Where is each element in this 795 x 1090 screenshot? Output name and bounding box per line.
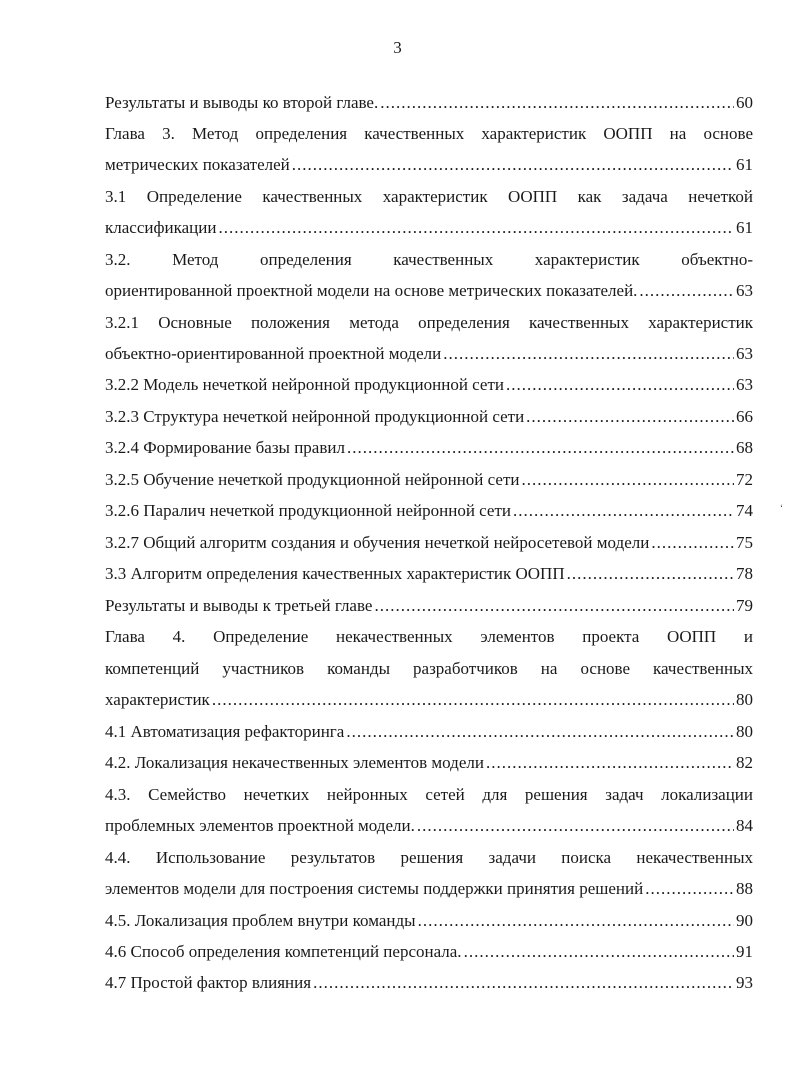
toc-entry (105, 750, 753, 776)
toc-entry-line1: 4.4. Использование результатов решения задачи поиска некачественных (105, 848, 753, 867)
dot-leader (567, 561, 734, 587)
dot-leader (380, 90, 734, 116)
toc-entry-line2: компетенций участников команды разработчиков на основе качественных (105, 659, 753, 678)
toc-entry-line1: Глава 3. Метод определения качественных характеристик ООПП на основе (105, 124, 753, 143)
dot-leader (313, 970, 734, 996)
toc-entry-title: метрических показателей (105, 155, 290, 174)
toc-entry-title: ориентированной проектной модели на основе метрических показателей. (105, 281, 638, 300)
toc-entry (105, 467, 753, 493)
toc-entry (105, 498, 753, 524)
toc-entry-title: 3.2.6 Паралич нечеткой продукционной нейронной сети (105, 501, 511, 520)
dot-leader (443, 341, 734, 367)
toc-entry-page: 82 (736, 753, 753, 772)
scan-mark: ‘ (780, 503, 783, 513)
toc-entry-title: 3.2.5 Обучение нечеткой продукционной нейронной сети (105, 470, 520, 489)
dot-leader (513, 498, 734, 524)
toc-entry-page: 60 (736, 93, 753, 112)
toc-entry-line1: 3.1 Определение качественных характеристик ООПП как задача нечеткой (105, 187, 753, 206)
toc-entry-title: 4.1 Автоматизация рефакторинга (105, 722, 345, 741)
toc-entry-page: 79 (736, 596, 753, 615)
toc-entry-page: 63 (736, 281, 753, 300)
toc-entry-title: 3.2.4 Формирование базы правил (105, 438, 345, 457)
dot-leader (651, 530, 734, 556)
toc-entry (105, 970, 753, 996)
toc-entry (105, 215, 753, 241)
toc-entry-title: Результаты и выводы ко второй главе. (105, 93, 379, 112)
toc-entry-page: 91 (736, 942, 753, 961)
toc-entry (105, 341, 753, 367)
toc-entry-page: 75 (736, 533, 753, 552)
toc-entry-page: 66 (736, 407, 753, 426)
toc-entry (105, 278, 753, 304)
toc-entry-page: 80 (736, 690, 753, 709)
toc-entry-title: 3.2.3 Структура нечеткой нейронной продукционной сети (105, 407, 525, 426)
dot-leader (347, 435, 734, 461)
dot-leader (521, 467, 734, 493)
toc-entry-page: 63 (736, 344, 753, 363)
toc-entry-page: 88 (736, 879, 753, 898)
dot-leader (418, 908, 734, 934)
toc-entry (105, 687, 753, 713)
toc-entry-page: 78 (736, 564, 753, 583)
toc-entry (105, 908, 753, 934)
toc-entry-line1: 3.2. Метод определения качественных характеристик объектно- (105, 250, 753, 269)
toc-entry-page: 61 (736, 155, 753, 174)
toc-entry (105, 561, 753, 587)
toc-entry-title: проблемных элементов проектной модели. (105, 816, 415, 835)
toc-entry-title: 4.7 Простой фактор влияния (105, 973, 312, 992)
dot-leader (346, 719, 734, 745)
toc-entry-line1: 3.2.1 Основные положения метода определения качественных характеристик (105, 313, 753, 332)
toc-entry-page: 74 (736, 501, 753, 520)
toc-entry (105, 372, 753, 398)
toc-entry-page: 68 (736, 438, 753, 457)
toc-entry (105, 876, 753, 902)
toc-entry-title: 3.2.7 Общий алгоритм создания и обучения нечеткой нейросетевой модели (105, 533, 650, 552)
dot-leader (506, 372, 734, 398)
dot-leader (464, 939, 734, 965)
page-number: 3 (393, 38, 402, 57)
toc-entry-title: Результаты и выводы к третьей главе (105, 596, 373, 615)
dot-leader (212, 687, 734, 713)
toc-entry-title: 4.6 Способ определения компетенций персонала. (105, 942, 462, 961)
toc-entry (105, 435, 753, 461)
toc-entry (105, 719, 753, 745)
dot-leader (526, 404, 734, 430)
toc-entry (105, 152, 753, 178)
toc-entry-line1: Глава 4. Определение некачественных элементов проекта ООПП и (105, 627, 753, 646)
toc-entry-page: 90 (736, 911, 753, 930)
toc-entry-page: 93 (736, 973, 753, 992)
toc-entry-title: 4.2. Локализация некачественных элементов модели (105, 753, 484, 772)
toc-entry (105, 90, 753, 116)
toc-entry-title: классификации (105, 218, 217, 237)
toc-entry-title: 3.2.2 Модель нечеткой нейронной продукционной сети (105, 375, 504, 394)
toc-entry-title: элементов модели для построения системы поддержки принятия решений (105, 879, 644, 898)
toc-entry (105, 813, 753, 839)
dot-leader (486, 750, 734, 776)
toc-entry-page: 84 (736, 816, 753, 835)
table-of-contents (0, 88, 795, 992)
dot-leader (292, 152, 734, 178)
toc-entry-title: характеристик (105, 690, 210, 709)
toc-entry-title: 3.3 Алгоритм определения качественных характеристик ООПП (105, 564, 565, 583)
toc-entry-page: 61 (736, 218, 753, 237)
dot-leader (645, 876, 734, 902)
toc-entry (105, 530, 753, 556)
toc-entry-line1: 4.3. Семейство нечетких нейронных сетей для решения задач локализации (105, 785, 753, 804)
toc-entry-page: 80 (736, 722, 753, 741)
toc-entry (105, 593, 753, 619)
dot-leader (639, 278, 734, 304)
dot-leader (218, 215, 734, 241)
toc-entry (105, 939, 753, 965)
dot-leader (374, 593, 734, 619)
dot-leader (417, 813, 734, 839)
toc-entry-title: объектно-ориентированной проектной модели (105, 344, 442, 363)
toc-entry-page: 72 (736, 470, 753, 489)
toc-entry-page: 63 (736, 375, 753, 394)
toc-entry-title: 4.5. Локализация проблем внутри команды (105, 911, 416, 930)
toc-entry (105, 404, 753, 430)
